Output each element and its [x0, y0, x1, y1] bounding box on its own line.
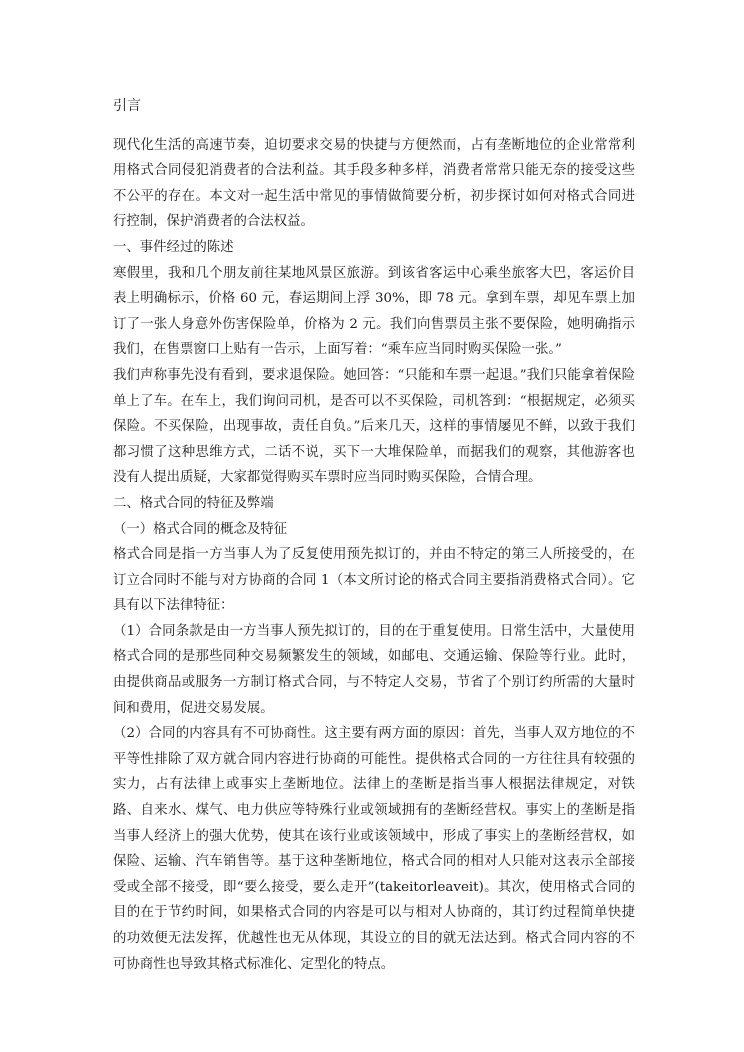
heading-1: 一、事件经过的陈述	[113, 239, 234, 255]
paragraph-feature-2: （2）合同的内容具有不可协商性。这主要有两方面的原因：首先，当事人双方地位的不平等性排除了双方就合同内容进行协商的可能性。提供格式合同的一方往往具有较强的实力，占有法律上或事实上垄断地位。法律上的垄断是指当事人根据法律规定，对铁路、自来水、煤气、电力供应等特殊行业或领域拥有的垄断经营权。事实上的垄断是指当事人经济上的强大优势，使其在该行业或该领域中，形成了事实上的垄断经营权，如保险、运输、汽车销售等。基于这种垄断地位，格式合同的相对人只能对这表示全部接受或全部不接受，即“要么接受，要么走开”(takeitorleaveit)。其次，使用格式合同的目的在于节约时间，如果格式合同的内容是可以与相对人协商的，其订约过程简单快捷的功效便无法发挥，优越性也无从体现，其设立的目的就无法达到。格式合同内容的不可协商性也导致其格式标准化、定型化的特点。	[113, 726, 635, 972]
paragraph-feature-1: （1）合同条款是由一方当事人预先拟订的，目的在于重复使用。日常生活中，大量使用格式合同的是那些同种交易频繁发生的领域，如邮电、交通运输、保险等行业。此时，由提供商品或服务一方制订格式合同，与不特定人交易，节省了个别订约所需的大量时间和费用，促进交易发展。	[113, 623, 635, 716]
section-title: 引言	[113, 98, 141, 114]
heading-2: 二、格式合同的特征及弊端	[113, 495, 274, 511]
paragraph-event-1: 寒假里，我和几个朋友前往某地风景区旅游。到该省客运中心乘坐旅客大巴，客运价目表上明确标示，价格 60 元，春运期间上浮 30%，即 78 元。拿到车票，却见车票上加订了一张人身意外伤害保险单，价格为 2 元。我们向售票员主张不要保险，她明确指示我们，在售票窗口上贴有一告示，上面写着：“乘车应当同时购买保险一张。”	[113, 265, 635, 358]
paragraph-definition: 格式合同是指一方当事人为了反复使用预先拟订的，并由不特定的第三人所接受的，在订立合同时不能与对方协商的合同 1（本文所讨论的格式合同主要指消费格式合同）。它具有以下法律特征：	[113, 547, 635, 614]
document-body	[113, 94, 635, 977]
paragraph-intro: 现代化生活的高速节奏，迫切要求交易的快捷与方便然而，占有垄断地位的企业常常利用格式合同侵犯消费者的合法利益。其手段多种多样，消费者常常只能无奈的接受这些不公平的存在。本文对一起生活中常见的事情做简要分析，初步探讨如何对格式合同进行控制，保护消费者的合法权益。	[113, 137, 635, 230]
paragraph-event-2: 我们声称事先没有看到，要求退保险。她回答：“只能和车票一起退。”我们只能拿着保险单上了车。在车上，我们询问司机，是否可以不买保险，司机答到：“根据规定，必须买保险。不买保险，出现事故，责任自负。”后来几天，这样的事情屡见不鲜，以致于我们都习惯了这种思维方式，二话不说，买下一大堆保险单，而据我们的观察，其他游客也没有人提出质疑，大家都觉得购买车票时应当同时购买保险，合情合理。	[113, 367, 635, 486]
subheading-2-1: （一）格式合同的概念及特征	[113, 521, 288, 537]
